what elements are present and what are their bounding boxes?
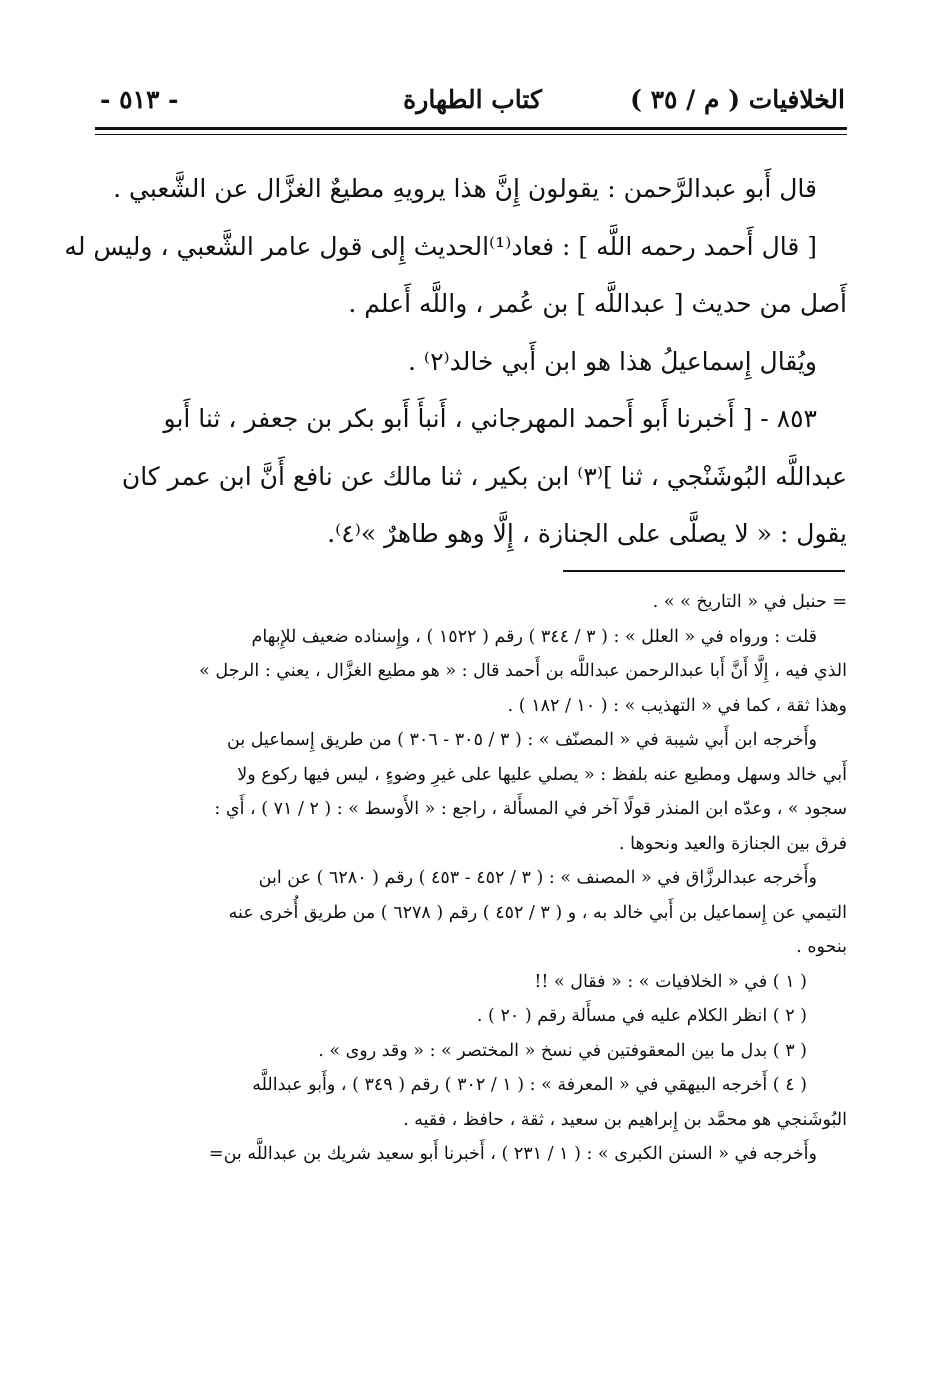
main-line: يقول : « لا يصلَّى على الجنازة ، إِلَّا وهو طاهرٌ »⁽٤⁾. [327, 519, 847, 548]
header-rule-thick [95, 127, 847, 130]
footnote-line: التيمي عن إِسماعيل بن أَبي خالد به ، و ( ٣ / ٤٥٢ ) رقم ( ٦٢٧٨ ) من طريق أُخرى عنه [228, 902, 847, 923]
footnote-line: قلت : ورواه في « العلل » : ( ٣ / ٣٤٤ ) رقم ( ١٥٢٢ ) ، وإِسناده ضعيف للإِبهام [251, 626, 817, 647]
footnote-separator [563, 570, 845, 572]
main-line: عبداللَّه البُوشَنْجي ، ثنا ]⁽٣⁾ ابن بكير ، ثنا مالك عن نافع أَنَّ ابن عمر كان [121, 461, 847, 491]
header-page-number: - ٥١٣ - [100, 85, 179, 114]
footnote-line: البُوشَنجي هو محمَّد بن إِبراهيم بن سعيد ، ثقة ، حافظ ، فقيه . [403, 1109, 847, 1130]
main-line: [ قال أَحمد رحمه اللَّه ] : فعاد⁽¹⁾الحديث إِلى قول عامر الشَّعبي ، وليس له [64, 231, 817, 261]
header-book-title: الخلافيات ( م / ٣٥ ) [630, 85, 845, 114]
footnote-line: = حنبل في « التاريخ » » . [652, 592, 847, 612]
footnote-line: وأَخرجه في « السنن الكبرى » : ( ١ / ٢٣١ ) ، أَخبرنا أَبو سعيد شريك بن عبداللَّه بن= [208, 1144, 817, 1164]
footnote-line: فرق بين الجنازة والعيد ونحوها . [619, 833, 847, 854]
page-header [100, 78, 845, 122]
main-line: أَصل من حديث [ عبداللَّه ] بن عُمر ، واللَّه أَعلم . [348, 289, 847, 318]
main-line: قال أَبو عبدالرَّحمن : يقولون إِنَّ هذا يرويهِ مطيعٌ الغزَّال عن الشَّعبي . [113, 174, 817, 203]
footnotes [95, 585, 847, 1172]
footnote-line: وأَخرجه ابن أَبي شيبة في « المصنّف » : ( ٣ / ٣٠٥ - ٣٠٦ ) من طريق إِسماعيل بن [227, 730, 817, 750]
main-line: ٨٥٣ - [ أَخبرنا أَبو أَحمد المهرجاني ، أَنبأَ أَبو بكر بن جعفر ، ثنا أَبو [163, 404, 817, 433]
footnote-item-4: ( ٤ ) أَخرجه البيهقي في « المعرفة » : ( ١ / ٣٠٢ ) رقم ( ٣٤٩ ) ، وأَبو عبداللَّه [252, 1075, 807, 1095]
header-chapter-title: كتاب الطهارة [403, 85, 542, 114]
footnote-line: الذي فيه ، إِلَّا أَنَّ أَبا عبدالرحمن عبداللَّه بن أَحمد قال : « هو مطيع الغزَّال ، يعني : الرجل » [199, 661, 847, 681]
footnote-line: سجود » ، وعدّه ابن المنذر قولًا آخر في المسأَلة ، راجع : « الأَوسط » : ( ٢ / ٧١ ) ، أَي : [214, 799, 847, 819]
main-line: ويُقال إِسماعيلُ هذا هو ابن أَبي خالد⁽٢⁾ . [408, 346, 817, 376]
footnote-item-1: ( ١ ) في « الخلافيات » : « فقال » !! [534, 971, 807, 992]
footnote-line: أَبي خالد وسهل ومطيع عنه بلفظ : « يصلي عليها على غيرِ وضوءٍ ، ليس فيها ركوع ولا [237, 764, 847, 785]
header-rule-thin [95, 134, 847, 135]
footnote-item-2: ( ٢ ) انظر الكلام عليه في مسأَلة رقم ( ٢٠ ) . [476, 1006, 807, 1026]
footnote-item-3: ( ٣ ) بدل ما بين المعقوفتين في نسخ « المختصر » : « وقد روى » . [318, 1040, 807, 1061]
footnote-line: وهذا ثقة ، كما في « التهذيب » : ( ١٠ / ١٨٢ ) . [507, 695, 847, 716]
main-text [64, 160, 847, 563]
footnote-line: بنحوه . [796, 937, 847, 957]
footnote-line: وأَخرجه عبدالرزَّاق في « المصنف » : ( ٣ / ٤٥٢ - ٤٥٣ ) رقم ( ٦٢٨٠ ) عن ابن [258, 868, 817, 888]
